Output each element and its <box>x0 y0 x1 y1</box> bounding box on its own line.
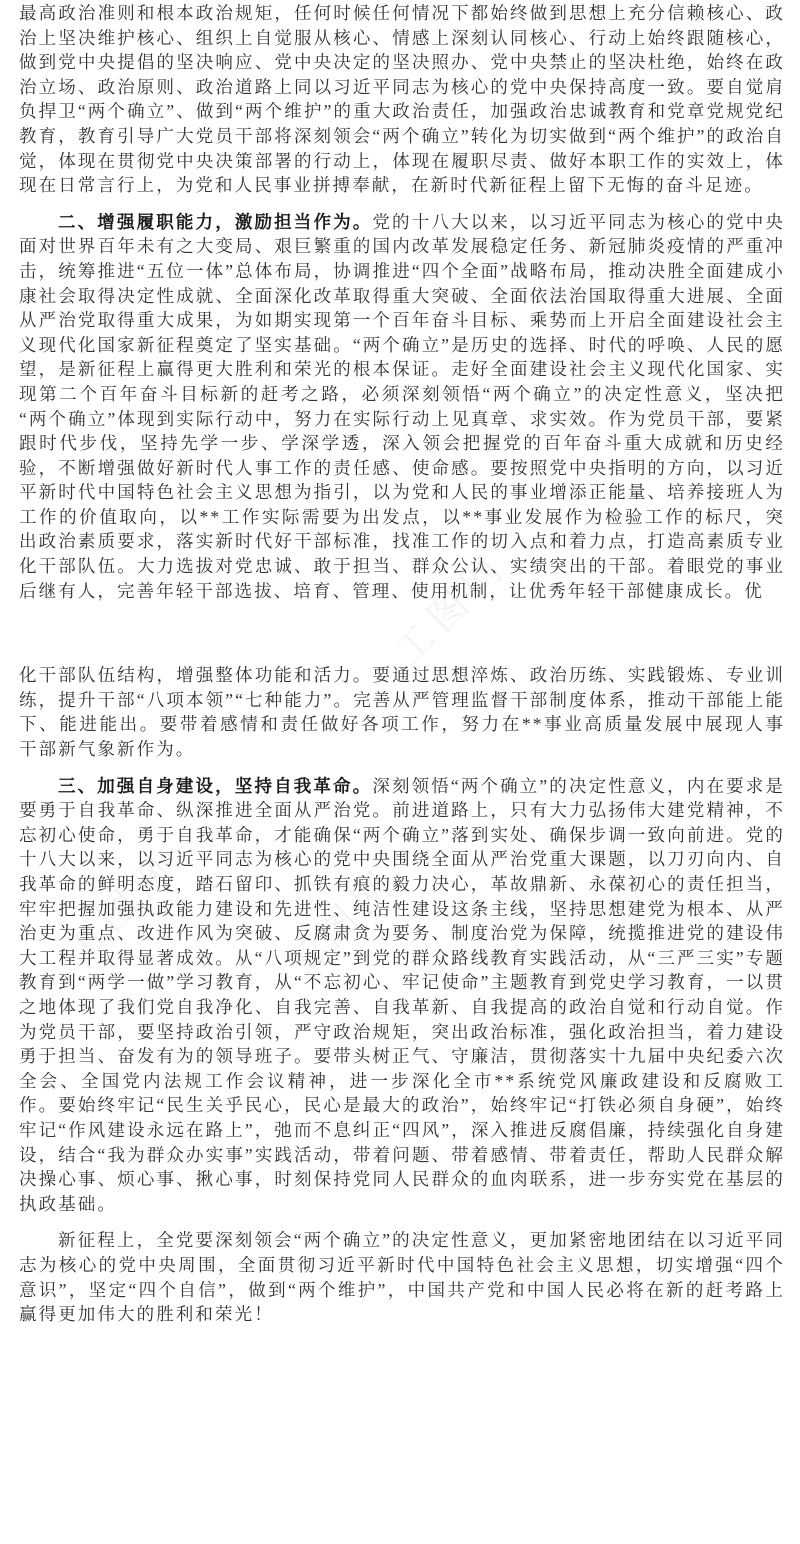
watermark: 工图网 <box>276 858 407 989</box>
paragraph-section-3 <box>19 774 785 1217</box>
paragraph-continuation-top <box>19 1 785 198</box>
section-heading: 三、加强自身建设，坚持自我革命。 <box>58 775 373 796</box>
paragraph-continuation-2 <box>19 663 785 761</box>
paragraph-section-2 <box>19 210 785 604</box>
watermark: 工图网 <box>386 543 517 674</box>
text-run: 党的十八大以来，以习近平同志为核心的党中央面对世界百年未有之大变局、艰巨繁重的国内改革发展稳定任务、新冠肺炎疫情的严重冲击，统筹推进“五位一体”总体布局，协调推进“四个全面”战略布局，推动决胜全面建成小康社会取得决定性成就、全面深化改革取得重大突破、全面依法治国取得重大进展、全面从严治党取得重大成果，为如期实现第一个百年奋斗目标、乘势而上开启全面建设社会主义现代化国家新征程奠定了坚实基础。“两个确立”是历史的选择、时代的呼唤、人民的愿望，是新征程上赢得更大胜利和荣光的根本保证。走好全面建设社会主义现代化国家、实现第二个百年奋斗目标新的赶考之路，必须深刻领悟“两个确立”的决定性意义，坚决把“两个确立”体现到实际行动中，努力在实际行动上见真章、求实效。作为党员干部，要紧跟时代步伐，坚持先学一步、学深学透，深入领会把握党的百年奋斗重大成就和历史经验，不断增强做好新时代人事工作的责任感、使命感。要按照党中央指明的方向，以习近平新时代中国特色社会主义思想为指引，以为党和人民的事业增添正能量、培养接班人为工作的价值取向，以**工作实际需要为出发点，以**事业发展作为检验工作的标尺，突出政治素质要求，落实新时代好干部标准，找准工作的切入点和着力点，打造高素质专业化干部队伍。大力选拔对党忠诚、敢于担当、群众公认、实绩突出的干部。着眼党的事业后继有人，完善年轻干部选拔、培育、管理、使用机制，让优秀年轻干部健康成长。优 <box>19 211 785 601</box>
text-run: 新征程上，全党要深刻领会“两个确立”的决定性意义，更加紧密地团结在以习近平同志为核心的党中央周围，全面贯彻习近平新时代中国特色社会主义思想，切实增强“四个意识”，坚定“四个自信”，做到“两个维护”，中国共产党和中国人民必将在新的赶考路上赢得更加伟大的胜利和荣光！ <box>19 1230 785 1325</box>
document-content <box>19 1 785 1339</box>
text-run: 化干部队伍结构，增强整体功能和活力。要通过思想淬炼、政治历练、实践锻炼、专业训练，提升干部“八项本领”“七种能力”。完善从严管理监督干部制度体系，推动干部能上能下、能进能出。要带着感情和责任做好各项工作，努力在**事业高质量发展中展现人事干部新气象新作为。 <box>19 665 785 760</box>
watermark: 工图网 <box>56 843 187 974</box>
text-run: 深刻领悟“两个确立”的决定性意义，内在要求是要勇于自我革命、纵深推进全面从严治党。前进道路上，只有大力弘扬伟大建党精神，不忘初心使命，勇于自我革命，才能确保“两个确立”落到实处、确保步调一致向前进。党的十八大以来，以习近平同志为核心的党中央围绕全面从严治党重大课题，以刀刃向内、自我革命的鲜明态度，踏石留印、抓铁有痕的毅力决心，革故鼎新、永葆初心的责任担当，牢牢把握加强执政能力建设和先进性、纯洁性建设这条主线，坚持思想建党为根本、从严治吏为重点、改进作风为突破、反腐肃贪为要务、制度治党为保障，统揽推进党的建设伟大工程并取得显著成效。从“八项规定”到党的群众路线教育实践活动，从“三严三实”专题教育到“两学一做”学习教育，从“不忘初心、牢记使命”主题教育到党史学习教育，一以贯之地体现了我们党自我净化、自我完善、自我革新、自我提高的政治自觉和行动自觉。作为党员干部，要坚持政治引领，严守政治规矩，突出政治标准，强化政治担当，着力建设勇于担当、奋发有为的领导班子。要带头树正气、守廉洁，贯彻落实十九届中央纪委六次全会、全国党内法规工作会议精神，进一步深化全市**系统党风廉政建设和反腐败工作。要始终牢记“民生关乎民心，民心是最大的政治”，始终牢记“打铁必须自身硬”，始终牢记“作风建设永远在路上”，弛而不息纠正“四风”，深入推进反腐倡廉，持续强化自身建设，结合“我为群众办实事”实践活动，带着问题、带着感情、带着责任，帮助人民群众解决操心事、烦心事、揪心事，时刻保持党同人民群众的血肉联系，进一步夯实党在基层的执政基础。 <box>19 775 786 1214</box>
paragraph-closing <box>19 1228 785 1326</box>
section-heading: 二、增强履职能力，激励担当作为。 <box>58 211 373 232</box>
text-run: 最高政治准则和根本政治规矩，任何时候任何情况下都始终做到思想上充分信赖核心、政治上坚决维护核心、组织上自觉服从核心、情感上深刻认同核心、行动上始终跟随核心，做到党中央提倡的坚决响应、党中央决定的坚决照办、党中央禁止的坚决杜绝，始终在政治立场、政治原则、政治道路上同以习近平同志为核心的党中央保持高度一致。要自觉肩负捍卫“两个确立”、做到“两个维护”的重大政治责任，加强政治忠诚教育和党章党规党纪教育，教育引导广大党员干部将深刻领会“两个确立”转化为切实做到“两个维护”的政治自觉，体现在贯彻党中央决策部署的行动上，体现在履职尽责、做好本职工作的实效上，体现在日常言行上，为党和人民事业拼搏奉献，在新时代新征程上留下无悔的奋斗足迹。 <box>19 3 785 196</box>
